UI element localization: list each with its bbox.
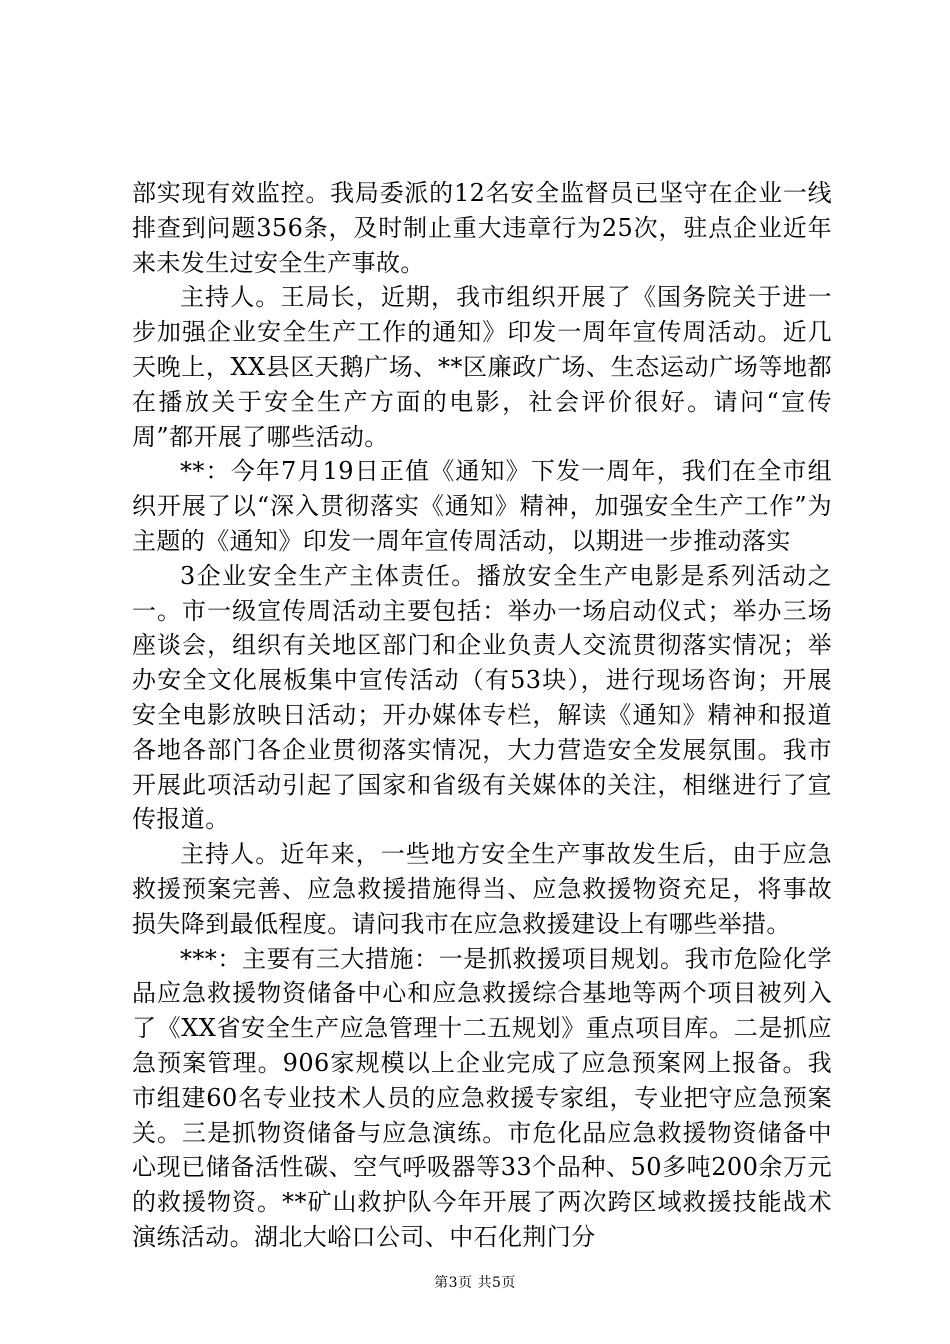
- paragraph-6: ***：主要有三大措施：一是抓救援项目规划。我市危险化学品应急救援物资储备中心和应急救援综合基地等两个项目被列入了《XX省安全生产应急管理十二五规划》重点项目库。二是抓应急预案管理。906家规模以上企业完成了应急预案网上报备。我市组建60名专业技术人员的应急救援专家组，专业把守应急预案关。三是抓物资储备与应急演练。市危化品应急救援物资储备中心现已储备活性碳、空气呼吸器等33个品种、50多吨200余万元的救援物资。**矿山救护队今年开展了两次跨区域救援技能战术演练活动。湖北大峪口公司、中石化荆门分: [132, 944, 832, 1251]
- document-body: [132, 176, 832, 1255]
- page-footer: 第3页 共5页: [434, 1275, 516, 1291]
- paragraph-3: **：今年7月19日正值《通知》下发一周年，我们在全市组织开展了以“深入贯彻落实《通知》精神，加强安全生产工作”为主题的《通知》印发一周年宣传周活动，以期进一步推动落实: [132, 457, 832, 555]
- paragraph-1: 部实现有效监控。我局委派的12名安全监督员已坚守在企业一线排查到问题356条，及时制止重大违章行为25次，驻点企业近年来未发生过安全生产事故。: [132, 179, 832, 277]
- paragraph-4: 3企业安全生产主体责任。播放安全生产电影是系列活动之一。市一级宣传周活动主要包括：举办一场启动仪式；举办三场座谈会，组织有关地区部门和企业负责人交流贯彻落实情况；举办安全文化展板集中宣传活动（有53块），进行现场咨询；开展安全电影放映日活动；开办媒体专栏，解读《通知》精神和报道各地各部门各企业贯彻落实情况，大力营造安全发展氛围。我市开展此项活动引起了国家和省级有关媒体的关注，相继进行了宣传报道。: [132, 561, 832, 834]
- paragraph-5: 主持人。近年来，一些地方安全生产事故发生后，由于应急救援预案完善、应急救援措施得当、应急救援物资充足，将事故损失降到最低程度。请问我市在应急救援建设上有哪些举措。: [132, 840, 832, 938]
- paragraph-2: 主持人。王局长，近期，我市组织开展了《国务院关于进一步加强企业安全生产工作的通知》印发一周年宣传周活动。近几天晚上，XX县区天鹅广场、**区廉政广场、生态运动广场等地都在播放关于安全生产方面的电影，社会评价很好。请问“宣传周”都开展了哪些活动。: [132, 283, 832, 451]
